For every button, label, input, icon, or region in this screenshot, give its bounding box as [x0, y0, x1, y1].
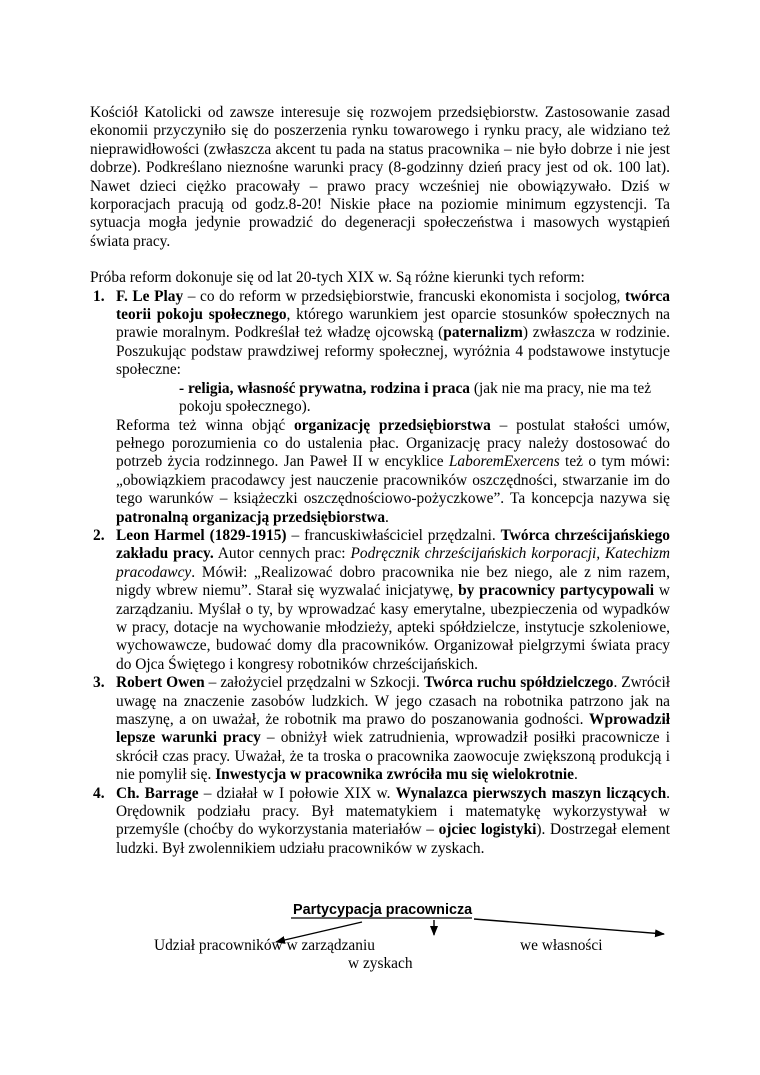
reform-text: Ch. Barrage – działał w I połowie XIX w. Wynalazca pierwszych maszyn liczących. Orędownik podziału pracy. Był matematykiem i matematykę wykorzystywał w przemyśle (choćby do wykorzystania materiałów – ojciec logistyki). Dostrzegał element ludzki. Był zwolennikiem udziału pracowników w zyskach.: [116, 784, 671, 857]
list-number: 3.: [93, 674, 105, 692]
diagram-right-label: we własności: [520, 937, 603, 954]
institutions-list: - religia, własność prywatna, rodzina i praca (jak nie ma pracy, nie ma też pokoju społecznego).: [179, 379, 652, 416]
intro-paragraph: Kościół Katolicki od zawsze interesuje się rozwojem przedsiębiorstw. Zastosowanie zasad ekonomii przyczyniło się do poszerzenia rynku towarowego i rynku pracy, ale widziano też nieprawidłowości (zwłaszcza akcent tu pada na status pracownika – nie było dobrze i nie jest dobrze). Podkreślano nieznośne warunki pracy (8-godzinny dzień pracy jest od ok. 100 lat). Nawet dzieci ciężko pracowały – prawo pracy wcześniej nie obowiązywało. Dziś w korporacjach pracują od godz.8-20! Niskie płace na poziomie minimum egzystencji. Ta sytuacja mogła jedynie prowadzić do degeneracji społeczeństwa i masowych wystąpień świata pracy.: [90, 104, 670, 250]
reform-text: Robert Owen – założyciel przędzalni w Szkocji. Twórca ruchu spółdzielczego. Zwrócił uwagę na znaczenie zasobów ludzkich. W jego czasach na robotnika patrzono jak na maszynę, a on uważał, że robotnik ma prawo do poszanowania godności. Wprowadził lepsze warunki pracy – obniżył wiek zatrudnienia, wprowadził posiłki pracownicze i skrócił czas pracy. Uważał, że ta troska o pracownika zaowocuje zwiększoną produkcją i nie pomylił się. Inwestycja w pracownika zwróciła mu się wielokrotnie.: [116, 674, 671, 784]
diagram-title: Partycypacja pracownicza: [293, 902, 473, 918]
list-number: 2.: [93, 526, 105, 544]
list-number: 4.: [93, 784, 105, 802]
arrow-right: [474, 919, 664, 934]
diagram-left-label: Udział pracowników w zarządzaniu: [154, 937, 375, 954]
list-number: 1.: [93, 287, 105, 305]
reform-text-continued: Reforma też winna objąć organizację przedsiębiorstwa – postulat stałości umów, pełnego porozumienia co do ustalenia płac. Organizację pracy należy dostosować do potrzeb życia rodzinnego. Jan Paweł II w encyklice LaboremExercens też o tym mówi: „obowiązkiem pracodawcy jest nauczenie pracowników oszczędności, stwarzanie im do tego warunków – książeczki oszczędnościowo-pożyczkowe”. Ta koncepcja nazywa się patronalną organizacją przedsiębiorstwa.: [116, 416, 670, 526]
reform-text: F. Le Play – co do reform w przedsiębiorstwie, francuski ekonomista i socjolog, twórca teorii pokoju społecznego, którego warunkiem jest oparcie stosunków społecznych na prawie moralnym. Podkreślał też władzę ojcowską (paternalizm) zwłaszcza w rodzinie. Poszukując podstaw prawdziwej reformy społecznej, wyróżnia 4 podstawowe instytucje społeczne:: [116, 287, 670, 379]
reforms-lead: Próba reform dokonuje się od lat 20-tych XIX w. Są różne kierunki tych reform:: [90, 269, 585, 287]
reform-text: Leon Harmel (1829-1915) – francuskiwłaściciel przędzalni. Twórca chrześcijańskiego zakładu pracy. Autor cennych prac: Podręcznik chrześcijańskich korporacji, Katechizm pracodawcy. Mówił: „Realizować dobro pracownika nie bez niego, ale z nim razem, nigdy wbrew niemu”. Starał się wyzwalać inicjatywę, by pracownicy partycypowali w zarządzaniu. Myślał o ty, by wprowadzać kasy emerytalne, ubezpieczenia od wypadków w pracy, dotacje na wychowanie młodzieży, apteki spółdzielcze, instytucje szkoleniowe, wychowawcze, budować domy dla pracowników. Organizował pielgrzymi świata pracy do Ojca Świętego i kongresy robotników chrześcijańskich.: [116, 526, 670, 673]
diagram-center-label: w zyskach: [348, 955, 413, 972]
